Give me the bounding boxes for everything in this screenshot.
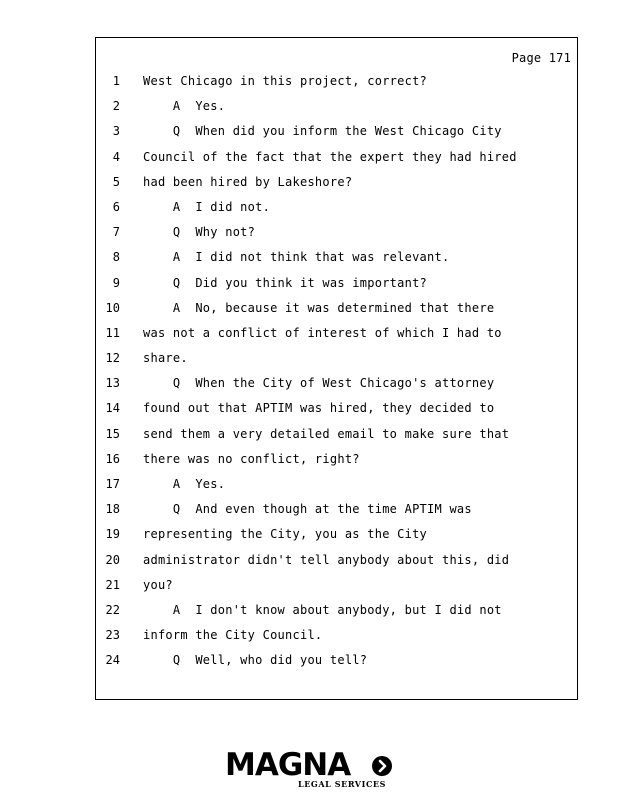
line-text: was not a conflict of interest of which I had to bbox=[143, 325, 502, 340]
transcript-line bbox=[96, 577, 577, 602]
line-number: 23 bbox=[105, 628, 120, 643]
line-number: 24 bbox=[105, 653, 120, 668]
line-text: A No, because it was determined that there bbox=[143, 300, 495, 315]
transcript-line bbox=[96, 602, 577, 627]
line-text: representing the City, you as the City bbox=[143, 527, 428, 542]
transcript-line bbox=[96, 199, 577, 224]
line-text: Q When the City of West Chicago's attorney bbox=[143, 376, 495, 391]
logo-wordmark: MAGNA bbox=[225, 747, 351, 783]
line-text: Q Well, who did you tell? bbox=[143, 653, 368, 668]
transcript-line bbox=[96, 400, 577, 425]
transcript-line bbox=[96, 501, 577, 526]
line-text: administrator didn't tell anybody about this, did bbox=[143, 552, 510, 567]
chevron-right-icon bbox=[372, 756, 392, 776]
line-number: 16 bbox=[105, 451, 120, 466]
line-text: Q And even though at the time APTIM was bbox=[143, 502, 472, 517]
line-text: share. bbox=[143, 351, 188, 366]
line-number: 21 bbox=[105, 577, 120, 592]
transcript-line bbox=[96, 249, 577, 274]
transcript-lines bbox=[96, 73, 577, 678]
transcript-line bbox=[96, 174, 577, 199]
transcript-line bbox=[96, 149, 577, 174]
transcript-line bbox=[96, 325, 577, 350]
logo-subtitle: LEGAL SERVICES bbox=[298, 779, 387, 789]
line-number: 6 bbox=[112, 199, 120, 214]
line-text: A I did not. bbox=[143, 199, 271, 214]
transcript-page bbox=[95, 37, 578, 700]
line-number: 14 bbox=[105, 401, 120, 416]
transcript-line bbox=[96, 627, 577, 652]
transcript-line bbox=[96, 73, 577, 98]
line-number: 8 bbox=[112, 250, 120, 265]
transcript-line bbox=[96, 275, 577, 300]
line-number: 1 bbox=[112, 74, 120, 88]
line-text: Q Why not? bbox=[143, 225, 256, 240]
line-text: send them a very detailed email to make sure that bbox=[143, 426, 510, 441]
transcript-line bbox=[96, 123, 577, 148]
line-number: 11 bbox=[105, 325, 120, 340]
line-text: Q Did you think it was important? bbox=[143, 275, 428, 290]
transcript-line bbox=[96, 652, 577, 677]
line-text: A Yes. bbox=[143, 99, 226, 114]
line-number: 3 bbox=[112, 124, 120, 139]
transcript-line bbox=[96, 375, 577, 400]
transcript-line bbox=[96, 350, 577, 375]
transcript-line bbox=[96, 98, 577, 123]
line-text: A I did not think that was relevant. bbox=[143, 250, 450, 265]
line-number: 4 bbox=[112, 149, 120, 164]
line-number: 17 bbox=[105, 477, 120, 491]
line-number: 7 bbox=[112, 225, 120, 240]
line-text: found out that APTIM was hired, they decided to bbox=[143, 401, 495, 416]
transcript-line bbox=[96, 526, 577, 551]
line-text: you? bbox=[143, 577, 173, 592]
transcript-line bbox=[96, 224, 577, 249]
transcript-line bbox=[96, 476, 577, 501]
line-text: A Yes. bbox=[143, 477, 226, 491]
line-text: inform the City Council. bbox=[143, 628, 323, 643]
line-number: 20 bbox=[105, 552, 120, 567]
line-number: 18 bbox=[105, 502, 120, 517]
line-number: 22 bbox=[105, 602, 120, 617]
line-number: 13 bbox=[105, 376, 120, 391]
magna-logo bbox=[225, 748, 395, 794]
line-text: A I don't know about anybody, but I did not bbox=[143, 602, 502, 617]
line-number: 15 bbox=[105, 426, 120, 441]
line-text: had been hired by Lakeshore? bbox=[143, 174, 353, 189]
line-number: 19 bbox=[105, 527, 120, 542]
line-number: 10 bbox=[105, 300, 120, 315]
line-number: 5 bbox=[112, 174, 120, 189]
transcript-line bbox=[96, 451, 577, 476]
line-number: 12 bbox=[105, 351, 120, 366]
page-number: Page 171 bbox=[511, 51, 571, 65]
line-text: Q When did you inform the West Chicago City bbox=[143, 124, 502, 139]
transcript-line bbox=[96, 300, 577, 325]
line-number: 9 bbox=[112, 275, 120, 290]
transcript-line bbox=[96, 426, 577, 451]
line-text: Council of the fact that the expert they had hired bbox=[143, 149, 517, 164]
transcript-line bbox=[96, 552, 577, 577]
line-text: there was no conflict, right? bbox=[143, 451, 360, 466]
line-number: 2 bbox=[112, 99, 120, 114]
line-text: West Chicago in this project, correct? bbox=[143, 74, 428, 88]
